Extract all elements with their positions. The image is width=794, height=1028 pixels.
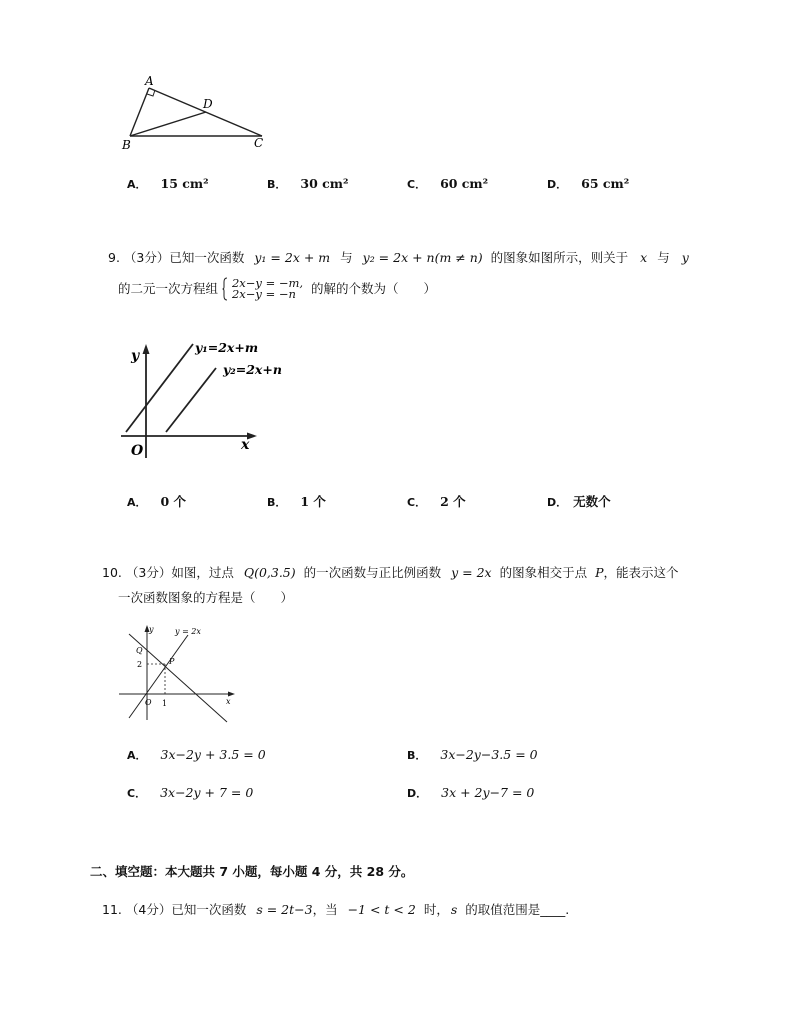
math-func: y = 2x [451, 565, 492, 580]
option-letter: B． [267, 178, 287, 191]
q10-option-c[interactable] [127, 785, 253, 801]
stem-text: 与 [340, 250, 353, 265]
q8-option-c[interactable] [407, 176, 488, 192]
option-letter: B． [267, 496, 287, 509]
q8-label-d: D [203, 97, 213, 111]
stem-text: 的取值范围是 [465, 902, 541, 917]
math-var-y: y [681, 250, 689, 265]
question-score: （4分） [125, 902, 172, 917]
option-letter: A． [127, 178, 147, 191]
option-letter: D． [407, 787, 428, 800]
stem-text: 时， [423, 902, 449, 917]
q10-option-d[interactable] [407, 785, 534, 801]
math-func: s = 2t−3 [256, 902, 313, 917]
q9-origin-label: O [131, 443, 144, 459]
option-value: 15 cm² [160, 176, 209, 191]
stem-text: 如图，过点 [171, 565, 234, 580]
q8-label-c: C [254, 136, 264, 150]
q8-option-b[interactable] [267, 176, 348, 192]
option-letter: A． [127, 496, 147, 509]
option-value: 3x + 2y−7 = 0 [441, 785, 535, 800]
question-number: 10. [102, 565, 122, 580]
q10-graph-figure [115, 620, 240, 724]
q10-q-label: Q [136, 646, 143, 655]
option-letter: C． [127, 787, 147, 800]
math-range: −1 < t < 2 [347, 902, 416, 917]
stem-text: 的二元一次方程组 [118, 280, 219, 296]
question-score: （3分） [125, 565, 172, 580]
option-value: 0 个 [160, 494, 187, 509]
option-value: 3x−2y + 3.5 = 0 [160, 747, 266, 762]
q9-option-d[interactable] [547, 492, 611, 510]
q9-option-c[interactable] [407, 492, 466, 510]
q10-y-axis-label: y [149, 625, 154, 634]
q8-option-d[interactable] [547, 176, 629, 192]
q9-line2-label: y₂=2x+n [223, 362, 282, 377]
option-value: 3x−2y + 7 = 0 [160, 785, 254, 800]
q10-x-axis-label: x [226, 697, 231, 706]
option-letter: D． [547, 178, 568, 191]
math-var-x: x [640, 250, 648, 265]
system-equation-2: 2x−y = −n [231, 287, 296, 301]
stem-text: . [565, 902, 570, 917]
stem-text: 与 [657, 250, 670, 265]
question-number: 9. [108, 250, 120, 265]
q9-stem-line2 [118, 277, 436, 301]
stem-text: 已知一次函数 [169, 250, 245, 265]
q10-tick-y: 2 [137, 660, 143, 669]
q9-y-axis-label: y [131, 348, 140, 364]
left-brace-icon [222, 277, 228, 301]
equation-system [222, 277, 303, 301]
q9-stem-line1 [108, 252, 689, 265]
q10-origin-label: O [145, 698, 152, 707]
math-point-p: P [595, 565, 604, 580]
option-letter: B． [407, 749, 427, 762]
q9-graph-figure [115, 338, 295, 462]
stem-text: 的图象如图所示，则关于 [490, 250, 629, 265]
math-var-s: s [450, 902, 458, 917]
q10-stem-line1 [102, 567, 679, 580]
option-value: 无数个 [573, 494, 611, 509]
option-letter: C． [407, 178, 427, 191]
math-func2: y₂ = 2x + n(m ≠ n) [362, 250, 483, 265]
option-letter: C． [407, 496, 427, 509]
q10-stem-line2: 一次函数图象的方程是（ ） [118, 590, 294, 605]
q9-option-b[interactable] [267, 492, 326, 510]
question-number: 11. [102, 902, 122, 917]
q9-line1-label: y₁=2x+m [195, 340, 259, 355]
option-value: 1 个 [300, 494, 326, 509]
option-value: 2 个 [440, 494, 466, 509]
q10-option-b[interactable] [407, 747, 538, 763]
option-letter: A． [127, 749, 147, 762]
system-equation-1: 2x−y = −m, [231, 276, 304, 290]
stem-text: ，能表示这个 [603, 565, 679, 580]
question-score: （3分） [123, 250, 170, 265]
answer-blank[interactable]: ____ [540, 902, 566, 917]
q10-option-a[interactable] [127, 747, 266, 763]
stem-text: ，当 [312, 902, 338, 917]
q8-triangle-figure [118, 72, 278, 154]
option-value: 3x−2y−3.5 = 0 [440, 747, 538, 762]
section-title: 二、填空题：本大题共 7 小题，每小题 4 分，共 28 分。 [90, 864, 414, 879]
math-func1: y₁ = 2x + m [254, 250, 331, 265]
stem-text: 已知一次函数 [171, 902, 247, 917]
option-letter: D． [547, 496, 568, 509]
q10-line-label: y = 2x [175, 627, 201, 636]
q9-option-a[interactable] [127, 492, 186, 510]
option-value: 60 cm² [440, 176, 489, 191]
option-value: 65 cm² [581, 176, 630, 191]
q8-label-a: A [145, 74, 154, 88]
option-value: 30 cm² [300, 176, 349, 191]
q9-x-axis-label: x [241, 437, 250, 453]
stem-text: 的一次函数与正比例函数 [303, 565, 442, 580]
stem-text: 的图象相交于点 [499, 565, 588, 580]
q11-stem [102, 904, 569, 917]
stem-text: 的解的个数为（ ） [311, 280, 437, 296]
math-point-q: Q(0,3.5) [243, 565, 296, 580]
q10-p-label: P [169, 657, 175, 666]
q8-option-a[interactable] [127, 176, 209, 192]
q8-label-b: B [122, 138, 131, 152]
q10-tick-x: 1 [162, 699, 168, 708]
